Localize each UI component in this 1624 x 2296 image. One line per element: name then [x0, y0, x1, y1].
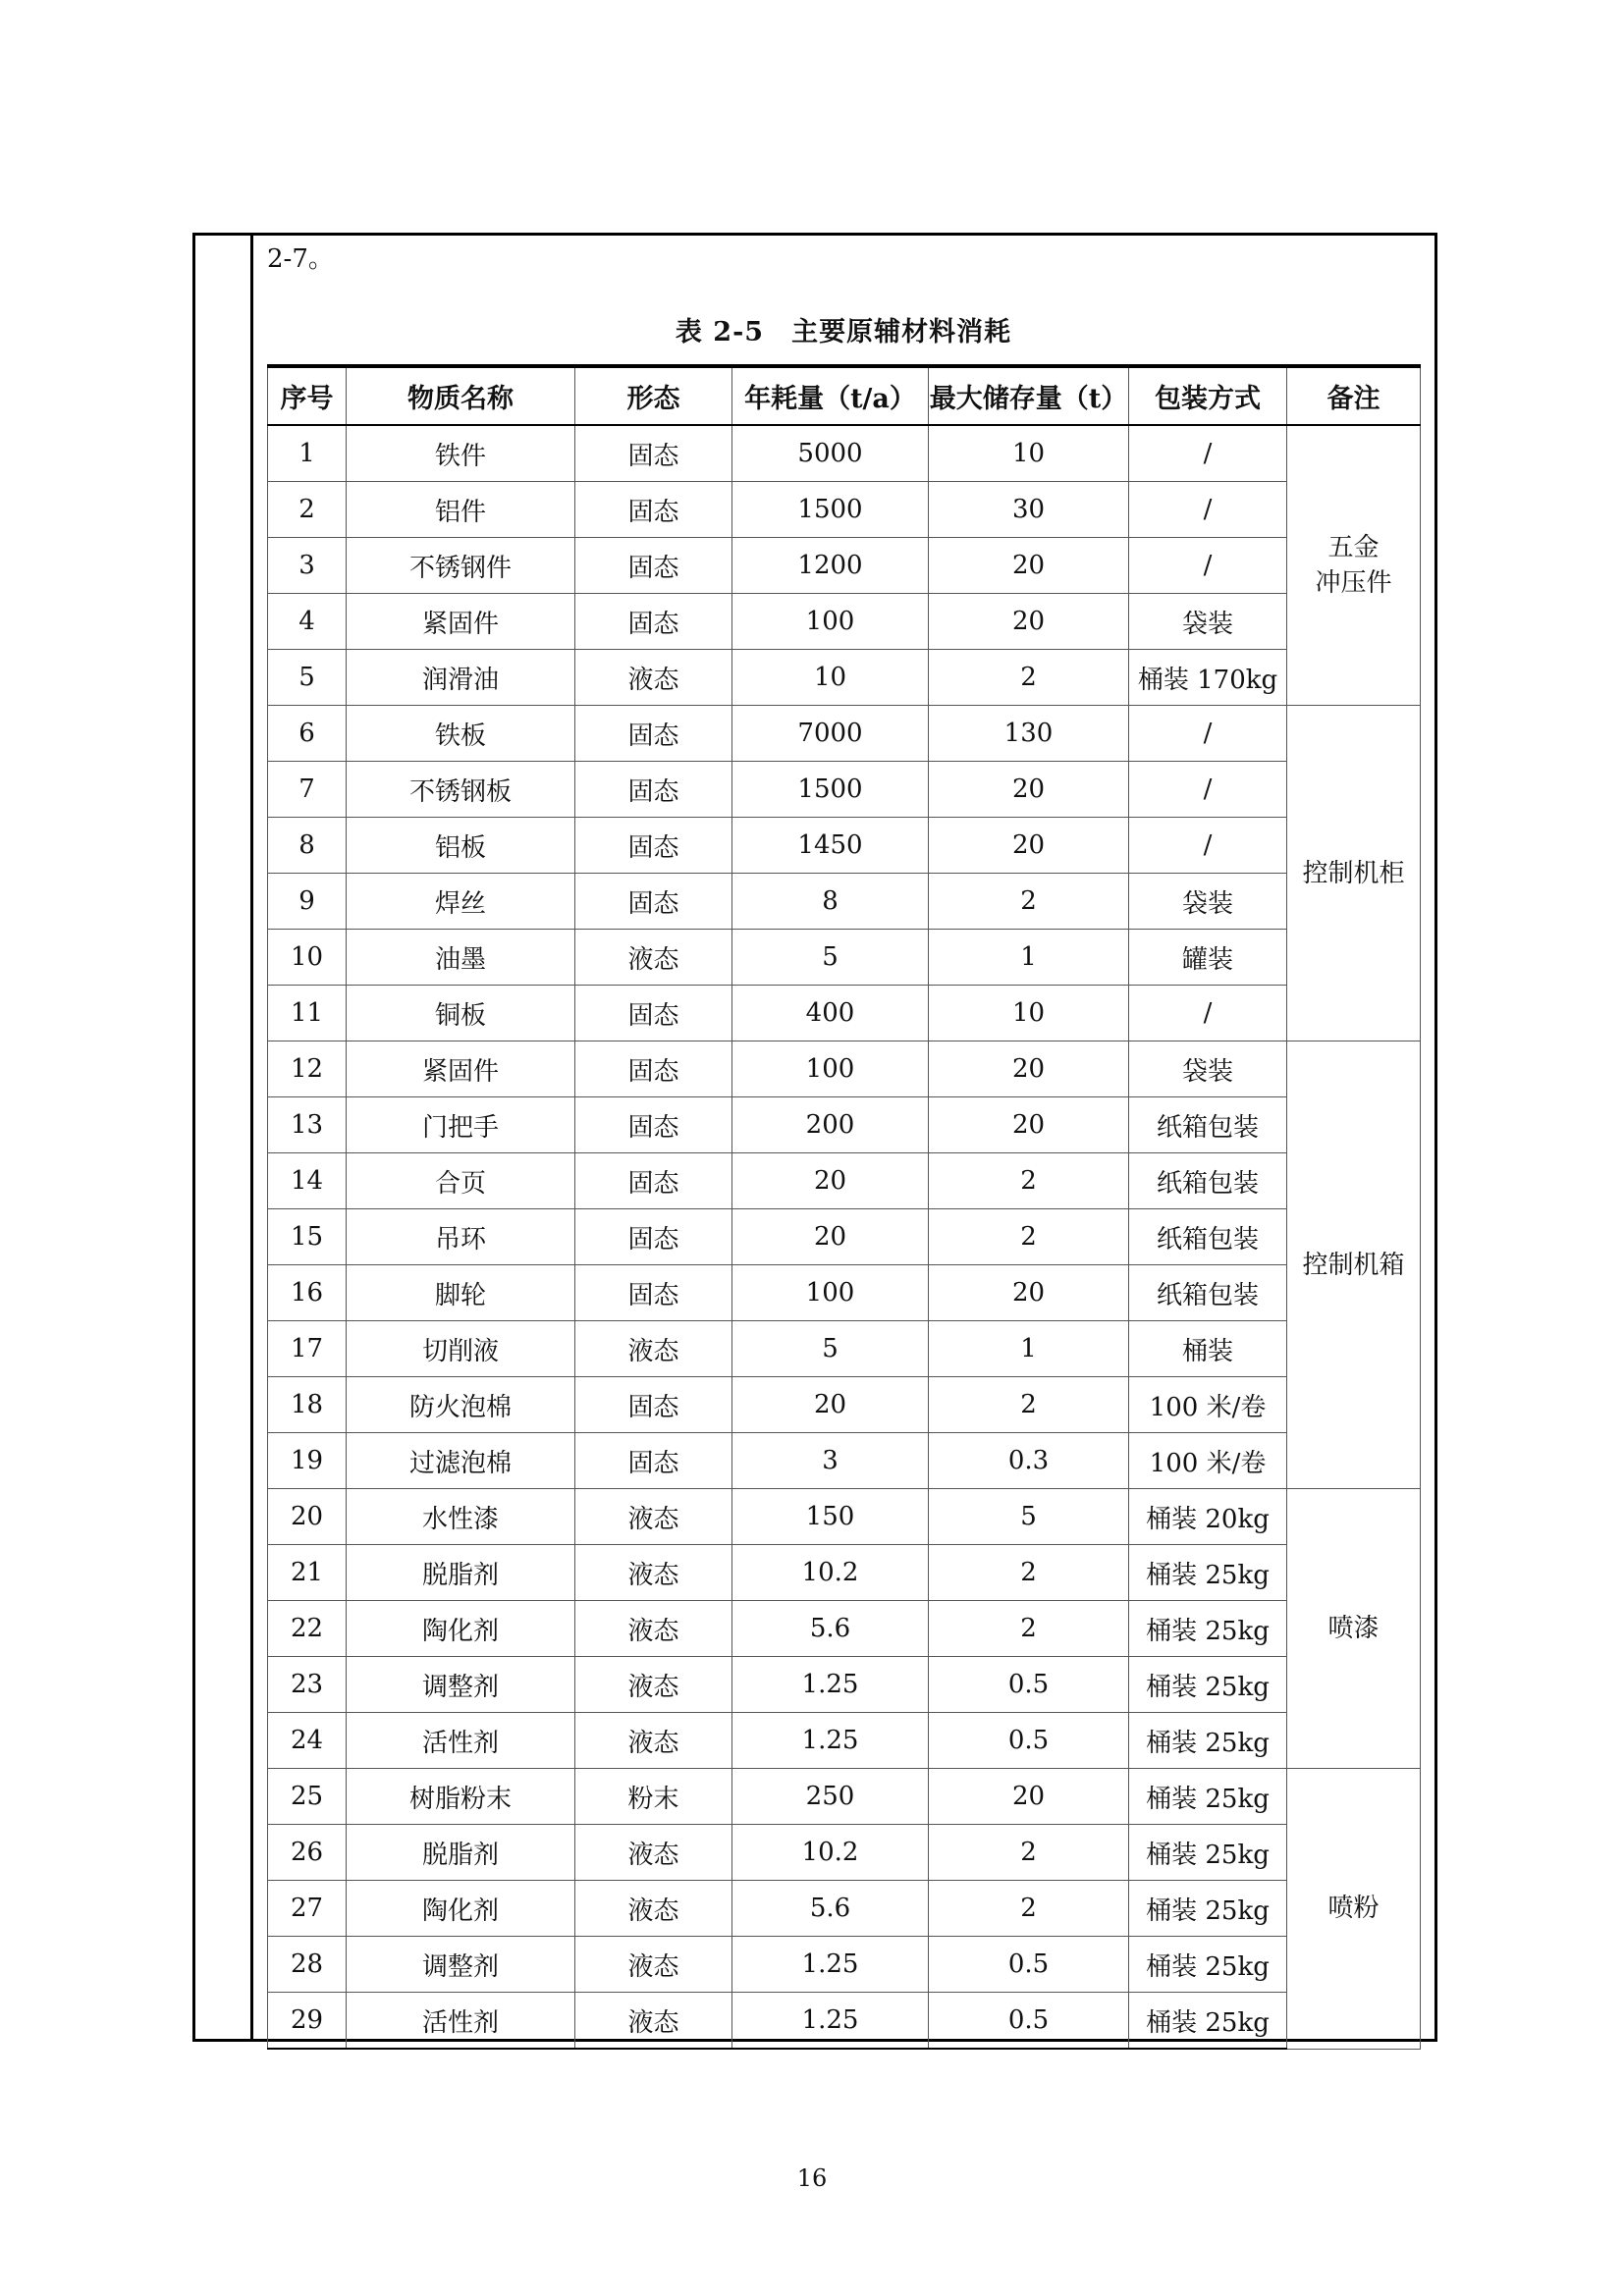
- table-cell: 19: [268, 1433, 347, 1489]
- table-cell: 5: [268, 650, 347, 706]
- table-cell: 30: [929, 482, 1129, 538]
- table-cell: 桶装 170kg: [1129, 650, 1287, 706]
- table-row: [268, 482, 1421, 538]
- table-cell: 5.6: [732, 1881, 929, 1937]
- table-cell: 1: [268, 425, 347, 482]
- table-cell: /: [1129, 986, 1287, 1041]
- table-cell: 固态: [575, 1153, 732, 1209]
- table-row: [268, 1993, 1421, 2050]
- table-row: [268, 930, 1421, 986]
- table-cell: 1: [929, 1321, 1129, 1377]
- table-cell: 活性剂: [347, 1993, 575, 2050]
- table-cell: 纸箱包装: [1129, 1209, 1287, 1265]
- table-cell: 18: [268, 1377, 347, 1433]
- remark-cell: 控制机柜: [1287, 706, 1421, 1041]
- table-cell: 固态: [575, 425, 732, 482]
- table-cell: 5: [732, 1321, 929, 1377]
- table-cell: 桶装 25kg: [1129, 1545, 1287, 1601]
- table-row: [268, 1153, 1421, 1209]
- table-cell: 水性漆: [347, 1489, 575, 1545]
- table-row: [268, 874, 1421, 930]
- table-cell: /: [1129, 706, 1287, 762]
- table-row: [268, 1489, 1421, 1545]
- table-cell: 24: [268, 1713, 347, 1769]
- table-cell: 20: [929, 538, 1129, 594]
- table-cell: 0.5: [929, 1657, 1129, 1713]
- table-cell: 14: [268, 1153, 347, 1209]
- remark-cell: 五金 冲压件: [1287, 425, 1421, 706]
- table-cell: 罐装: [1129, 930, 1287, 986]
- table-cell: 10: [929, 425, 1129, 482]
- table-cell: 20: [732, 1209, 929, 1265]
- table-cell: 纸箱包装: [1129, 1153, 1287, 1209]
- table-cell: 4: [268, 594, 347, 650]
- table-cell: 液态: [575, 1937, 732, 1993]
- table-cell: 20: [268, 1489, 347, 1545]
- table-cell: 固态: [575, 1097, 732, 1153]
- table-cell: 液态: [575, 1713, 732, 1769]
- table-row: [268, 1601, 1421, 1657]
- table-cell: 2: [929, 1825, 1129, 1881]
- table-cell: 28: [268, 1937, 347, 1993]
- table-cell: 1500: [732, 762, 929, 818]
- table-row: [268, 1713, 1421, 1769]
- table-row: [268, 1041, 1421, 1097]
- table-header-row: [268, 366, 1421, 425]
- table-cell: 铝板: [347, 818, 575, 874]
- table-row: [268, 762, 1421, 818]
- table-cell: 2: [929, 650, 1129, 706]
- table-cell: 20: [929, 594, 1129, 650]
- table-cell: 22: [268, 1601, 347, 1657]
- table-cell: 袋装: [1129, 594, 1287, 650]
- table-cell: 合页: [347, 1153, 575, 1209]
- table-cell: 不锈钢件: [347, 538, 575, 594]
- table-cell: 固态: [575, 482, 732, 538]
- table-cell: 20: [732, 1153, 929, 1209]
- table-cell: 5: [732, 930, 929, 986]
- table-cell: 铁件: [347, 425, 575, 482]
- table-cell: 27: [268, 1881, 347, 1937]
- table-cell: 20: [929, 1097, 1129, 1153]
- table-cell: 固态: [575, 986, 732, 1041]
- table-cell: 5.6: [732, 1601, 929, 1657]
- table-cell: 调整剂: [347, 1937, 575, 1993]
- table-cell: 130: [929, 706, 1129, 762]
- table-cell: /: [1129, 482, 1287, 538]
- table-cell: 17: [268, 1321, 347, 1377]
- table-cell: 29: [268, 1993, 347, 2050]
- table-row: [268, 1265, 1421, 1321]
- table-caption: 表 2-5 主要原辅材料消耗: [675, 317, 1012, 347]
- table-cell: 液态: [575, 1657, 732, 1713]
- table-cell: 100: [732, 1265, 929, 1321]
- table-cell: 0.5: [929, 1993, 1129, 2050]
- table-cell: 固态: [575, 538, 732, 594]
- table-cell: 2: [929, 1545, 1129, 1601]
- table-cell: 16: [268, 1265, 347, 1321]
- table-cell: 脚轮: [347, 1265, 575, 1321]
- table-cell: 纸箱包装: [1129, 1265, 1287, 1321]
- table-cell: 250: [732, 1769, 929, 1825]
- table-row: [268, 650, 1421, 706]
- table-cell: 9: [268, 874, 347, 930]
- header-cell: 序号: [268, 366, 347, 425]
- table-cell: 11: [268, 986, 347, 1041]
- table-row: [268, 1433, 1421, 1489]
- table-cell: 150: [732, 1489, 929, 1545]
- materials-table: [267, 364, 1421, 2050]
- table-row: [268, 986, 1421, 1041]
- table-cell: 2: [929, 874, 1129, 930]
- table-cell: 固态: [575, 1209, 732, 1265]
- table-cell: 固态: [575, 1265, 732, 1321]
- table-cell: 门把手: [347, 1097, 575, 1153]
- table-cell: 20: [929, 762, 1129, 818]
- table-cell: 液态: [575, 1601, 732, 1657]
- table-cell: 不锈钢板: [347, 762, 575, 818]
- table-row: [268, 1769, 1421, 1825]
- table-row: [268, 1937, 1421, 1993]
- table-cell: 1.25: [732, 1993, 929, 2050]
- frame-divider: [250, 236, 253, 2039]
- table-cell: 纸箱包装: [1129, 1097, 1287, 1153]
- table-cell: 陶化剂: [347, 1881, 575, 1937]
- remark-cell: 喷漆: [1287, 1489, 1421, 1769]
- table-cell: 5000: [732, 425, 929, 482]
- table-cell: 液态: [575, 650, 732, 706]
- table-cell: 切削液: [347, 1321, 575, 1377]
- table-cell: 调整剂: [347, 1657, 575, 1713]
- table-cell: 2: [268, 482, 347, 538]
- table-cell: 袋装: [1129, 1041, 1287, 1097]
- table-cell: 20: [929, 1769, 1129, 1825]
- table-row: [268, 1825, 1421, 1881]
- table-cell: 活性剂: [347, 1713, 575, 1769]
- table-cell: 焊丝: [347, 874, 575, 930]
- table-cell: 400: [732, 986, 929, 1041]
- table-cell: 铝件: [347, 482, 575, 538]
- table-cell: 10.2: [732, 1545, 929, 1601]
- table-cell: 袋装: [1129, 874, 1287, 930]
- table-cell: 100: [732, 1041, 929, 1097]
- table-cell: 液态: [575, 930, 732, 986]
- table-cell: 液态: [575, 1825, 732, 1881]
- table-cell: 1.25: [732, 1937, 929, 1993]
- table-cell: 10: [732, 650, 929, 706]
- table-cell: 7: [268, 762, 347, 818]
- table-cell: 13: [268, 1097, 347, 1153]
- table-cell: 液态: [575, 1321, 732, 1377]
- table-cell: 液态: [575, 1489, 732, 1545]
- table-cell: 3: [268, 538, 347, 594]
- table-row: [268, 425, 1421, 482]
- table-cell: 液态: [575, 1881, 732, 1937]
- lead-text: 2-7。: [267, 244, 334, 274]
- remark-cell: 控制机箱: [1287, 1041, 1421, 1489]
- header-cell: 备注: [1287, 366, 1421, 425]
- table-cell: 2: [929, 1209, 1129, 1265]
- table-cell: 铁板: [347, 706, 575, 762]
- table-cell: 7000: [732, 706, 929, 762]
- table-cell: 树脂粉末: [347, 1769, 575, 1825]
- table-row: [268, 1321, 1421, 1377]
- table-cell: 15: [268, 1209, 347, 1265]
- table-cell: 20: [929, 1041, 1129, 1097]
- table-cell: 20: [732, 1377, 929, 1433]
- table-cell: 2: [929, 1377, 1129, 1433]
- table-cell: 紧固件: [347, 1041, 575, 1097]
- table-row: [268, 1657, 1421, 1713]
- table-cell: 2: [929, 1881, 1129, 1937]
- table-cell: 固态: [575, 874, 732, 930]
- page-number: 16: [796, 2164, 828, 2192]
- table-cell: 防火泡棉: [347, 1377, 575, 1433]
- table-cell: 1200: [732, 538, 929, 594]
- table-row: [268, 594, 1421, 650]
- table-cell: 10.2: [732, 1825, 929, 1881]
- table-row: [268, 1545, 1421, 1601]
- table-cell: 桶装 25kg: [1129, 1937, 1287, 1993]
- table-cell: 25: [268, 1769, 347, 1825]
- table-cell: 桶装 25kg: [1129, 1825, 1287, 1881]
- table-cell: 固态: [575, 1041, 732, 1097]
- table-cell: 1.25: [732, 1713, 929, 1769]
- table-row: [268, 1377, 1421, 1433]
- header-cell: 包装方式: [1129, 366, 1287, 425]
- table-cell: 润滑油: [347, 650, 575, 706]
- header-cell: 年耗量（t/a）: [732, 366, 929, 425]
- table-cell: 陶化剂: [347, 1601, 575, 1657]
- table-cell: 23: [268, 1657, 347, 1713]
- table-cell: 6: [268, 706, 347, 762]
- table-cell: 桶装 25kg: [1129, 1993, 1287, 2050]
- table-cell: 固态: [575, 818, 732, 874]
- table-cell: 桶装 25kg: [1129, 1657, 1287, 1713]
- header-cell: 最大储存量（t）: [929, 366, 1129, 425]
- table-cell: 桶装 20kg: [1129, 1489, 1287, 1545]
- table-cell: 桶装 25kg: [1129, 1881, 1287, 1937]
- table-cell: 26: [268, 1825, 347, 1881]
- table-cell: 脱脂剂: [347, 1545, 575, 1601]
- remark-cell: 喷粉: [1287, 1769, 1421, 2050]
- table-cell: 1500: [732, 482, 929, 538]
- table-cell: 脱脂剂: [347, 1825, 575, 1881]
- table-row: [268, 1097, 1421, 1153]
- table-cell: 10: [929, 986, 1129, 1041]
- table-cell: 0.3: [929, 1433, 1129, 1489]
- table-cell: 1.25: [732, 1657, 929, 1713]
- table-cell: 100 米/卷: [1129, 1377, 1287, 1433]
- table-cell: /: [1129, 818, 1287, 874]
- table-cell: 0.5: [929, 1713, 1129, 1769]
- table-cell: 1450: [732, 818, 929, 874]
- table-cell: 5: [929, 1489, 1129, 1545]
- table-row: [268, 1209, 1421, 1265]
- table-cell: 8: [732, 874, 929, 930]
- table-cell: 21: [268, 1545, 347, 1601]
- table-cell: 1: [929, 930, 1129, 986]
- table-cell: 固态: [575, 762, 732, 818]
- table-cell: 固态: [575, 594, 732, 650]
- header-cell: 物质名称: [347, 366, 575, 425]
- table-cell: 0.5: [929, 1937, 1129, 1993]
- table-cell: 2: [929, 1153, 1129, 1209]
- table-row: [268, 706, 1421, 762]
- table-cell: 桶装 25kg: [1129, 1713, 1287, 1769]
- table-cell: 20: [929, 818, 1129, 874]
- table-cell: 桶装: [1129, 1321, 1287, 1377]
- table-row: [268, 538, 1421, 594]
- table-cell: 油墨: [347, 930, 575, 986]
- table-cell: 铜板: [347, 986, 575, 1041]
- table-body: [268, 425, 1421, 2049]
- table-cell: 固态: [575, 1433, 732, 1489]
- table-cell: 固态: [575, 706, 732, 762]
- table-cell: 20: [929, 1265, 1129, 1321]
- header-cell: 形态: [575, 366, 732, 425]
- table-cell: 3: [732, 1433, 929, 1489]
- table-cell: 固态: [575, 1377, 732, 1433]
- table-cell: 8: [268, 818, 347, 874]
- table-cell: /: [1129, 762, 1287, 818]
- table-cell: /: [1129, 425, 1287, 482]
- table-cell: 12: [268, 1041, 347, 1097]
- table-cell: 液态: [575, 1993, 732, 2050]
- table-row: [268, 1881, 1421, 1937]
- table-cell: 紧固件: [347, 594, 575, 650]
- table-cell: 桶装 25kg: [1129, 1769, 1287, 1825]
- table-cell: 桶装 25kg: [1129, 1601, 1287, 1657]
- table-cell: 10: [268, 930, 347, 986]
- table-cell: /: [1129, 538, 1287, 594]
- table-cell: 200: [732, 1097, 929, 1153]
- table-cell: 100 米/卷: [1129, 1433, 1287, 1489]
- table-cell: 100: [732, 594, 929, 650]
- table-cell: 2: [929, 1601, 1129, 1657]
- table-cell: 液态: [575, 1545, 732, 1601]
- table-cell: 吊环: [347, 1209, 575, 1265]
- table-cell: 粉末: [575, 1769, 732, 1825]
- table-cell: 过滤泡棉: [347, 1433, 575, 1489]
- table-row: [268, 818, 1421, 874]
